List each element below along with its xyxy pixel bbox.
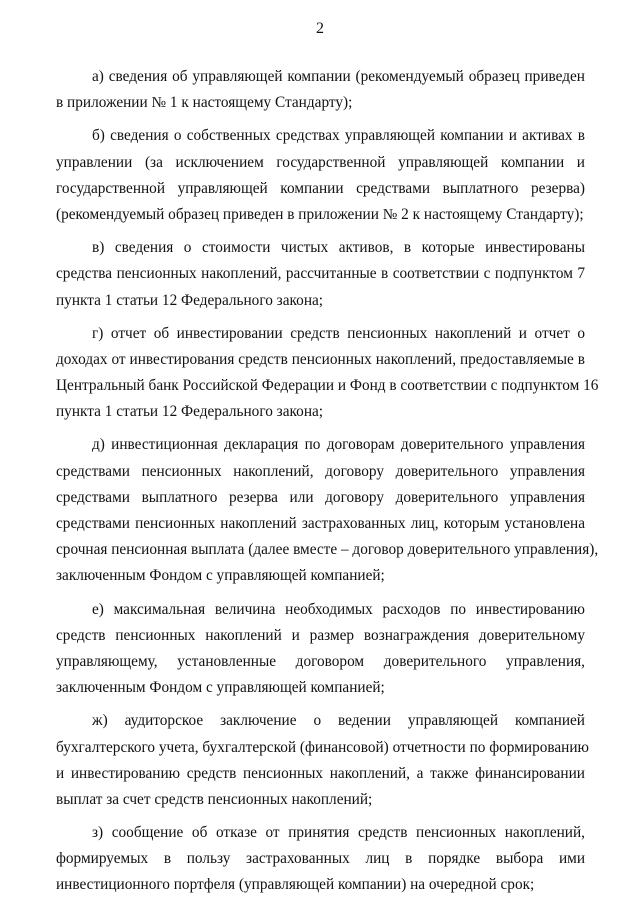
list-item-e (56, 597, 585, 702)
list-item-v (56, 235, 585, 314)
text-line: в) сведения о стоимости чистых активов, в которые инвестированы (92, 239, 585, 257)
text-line: формируемых в пользу застрахованных лиц в порядке выбора ими (56, 850, 585, 868)
text-line: пункта 1 статьи 12 Федерального закона; (56, 403, 324, 421)
text-line: ж) аудиторское заключение о ведении управляющей компанией (92, 712, 585, 730)
text-line: средствами пенсионных накоплений, договору доверительного управления (56, 462, 585, 480)
text-line: е) максимальная величина необходимых расходов по инвестированию (92, 600, 585, 618)
text-line: выплат за счет средств пенсионных накоплений; (56, 790, 373, 808)
list-item-z (56, 820, 585, 899)
text-line: д) инвестиционная декларация по договорам доверительного управления (92, 436, 585, 454)
text-line: а) сведения об управляющей компании (рекомендуемый образец приведен (92, 68, 585, 85)
text-line: инвестиционного портфеля (управляющей компании) на очередной срок; (56, 876, 535, 894)
text-line: з) сообщение об отказе от принятия средств пенсионных накоплений, (92, 824, 585, 842)
text-line: управлении (за исключением государственной управляющей компании и (56, 153, 585, 171)
text-line: и инвестированию средств пенсионных накоплений, а также финансировании (56, 764, 585, 782)
text-line: средствами выплатного резерва или договору доверительного управления (56, 488, 585, 506)
list-item-g (56, 321, 599, 426)
document-body (56, 64, 599, 906)
text-line: бухгалтерского учета, бухгалтерской (финансовой) отчетности по формированию (56, 738, 589, 756)
list-item-b (56, 123, 585, 228)
text-line: пункта 1 статьи 12 Федерального закона; (56, 291, 324, 309)
text-line: в приложении № 1 к настоящему Стандарту); (56, 94, 353, 112)
list-item-zh (56, 708, 589, 813)
text-line: заключенным Фондом с управляющей компанией; (56, 567, 385, 585)
text-line: доходах от инвестирования средств пенсионных накоплений, предоставляемые в (56, 350, 585, 368)
text-line: управляющему, установленные договором доверительного управления, (56, 652, 585, 670)
page-number: 2 (316, 20, 324, 37)
text-line: государственной управляющей компании средствами выплатного резерва) (56, 179, 585, 197)
text-line: б) сведения о собственных средствах управляющей компании и активах в (92, 127, 585, 145)
text-line: срочная пенсионная выплата (далее вместе – договор доверительного управления), (56, 541, 599, 559)
list-item-d (56, 432, 599, 589)
text-line: средствами пенсионных накоплений застрахованных лиц, которым установлена (56, 515, 585, 532)
text-line: Центральный банк Российской Федерации и Фонд в соответствии с подпунктом 16 (56, 377, 599, 395)
text-line: заключенным Фондом с управляющей компанией; (56, 679, 385, 697)
text-line: г) отчет об инвестировании средств пенсионных накоплений и отчет о (92, 324, 585, 342)
text-line: средства пенсионных накоплений, рассчитанные в соответствии с подпунктом 7 (56, 265, 585, 283)
text-line: средств пенсионных накоплений и размер вознаграждения доверительному (56, 626, 585, 644)
text-line: (рекомендуемый образец приведен в приложении № 2 к настоящему Стандарту); (56, 205, 584, 223)
list-item-a (56, 64, 585, 116)
